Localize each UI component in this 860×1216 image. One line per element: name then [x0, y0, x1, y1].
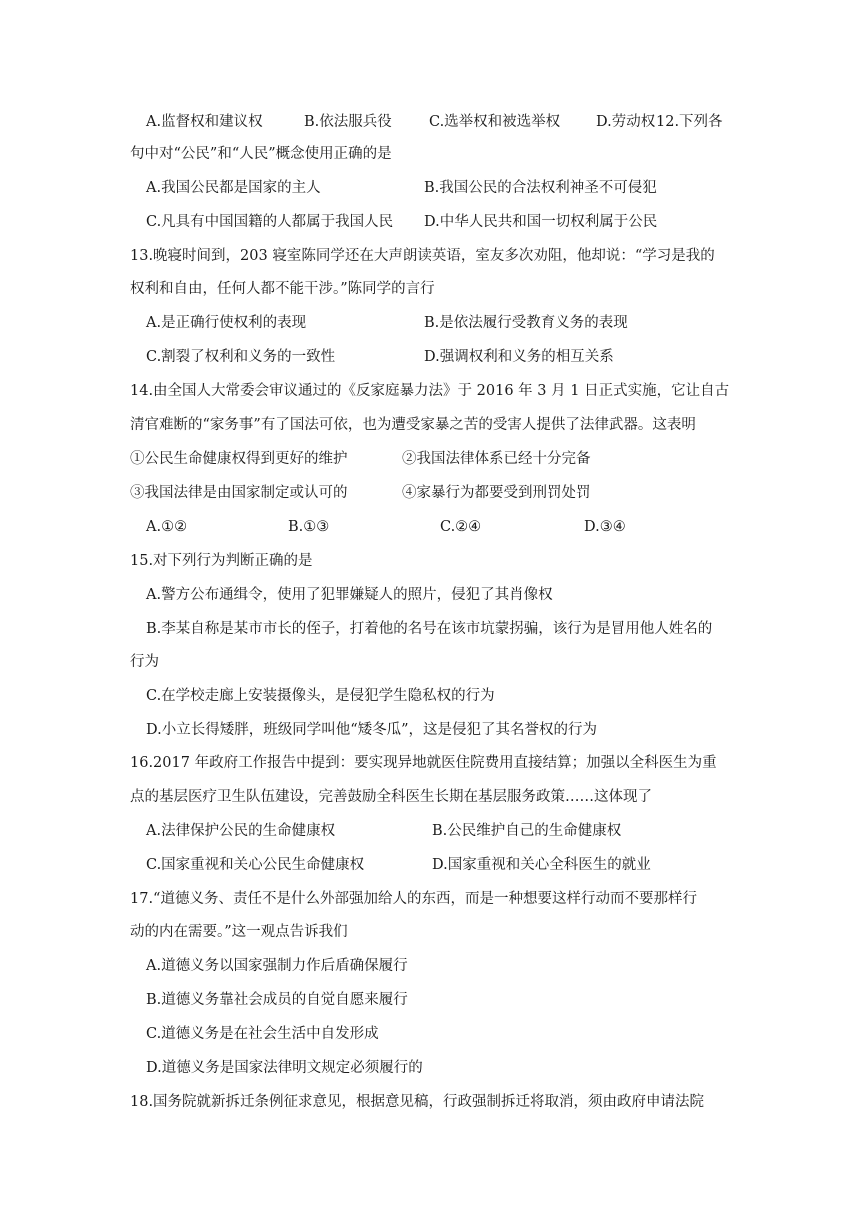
q16-option-d: D.国家重视和关心全科医生的就业	[432, 857, 651, 873]
q13-option-b: B.是依法履行受教育义务的表现	[424, 315, 628, 331]
q16-option-c: C.国家重视和关心公民生命健康权	[146, 857, 365, 873]
q14-statement-4: ④家暴行为都要受到刑罚处罚	[402, 485, 591, 501]
q11-option-b: B.依法服兵役	[304, 114, 392, 130]
q16-option-b: B.公民维护自己的生命健康权	[432, 823, 622, 839]
q15-stem: 15.对下列行为判断正确的是	[130, 553, 313, 569]
q12-option-a: A.我国公民都是国家的主人	[146, 180, 321, 196]
q15-option-b-continued: 行为	[130, 654, 159, 670]
q13-stem-line-2: 权利和自由，任何人都不能干涉。”陈同学的言行	[130, 281, 435, 297]
q16-stem-line-1: 16.2017 年政府工作报告中提到：要实现异地就医住院费用直接结算；加强以全科医生为重	[130, 755, 717, 771]
q11-option-a: A.监督权和建议权	[146, 114, 263, 130]
q17-stem-line-1: 17.“道德义务、责任不是什么外部强加给人的东西，而是一种想要这样行动而不要那样行	[130, 891, 697, 907]
q15-option-a: A.警方公布通缉令，使用了犯罪嫌疑人的照片，侵犯了其肖像权	[146, 587, 553, 603]
q14-option-c: C.②④	[440, 519, 482, 535]
q13-option-c: C.割裂了权利和义务的一致性	[146, 349, 336, 365]
q15-option-b: B.李某自称是某市市长的侄子，打着他的名号在该市坑蒙拐骗，该行为是冒用他人姓名的	[146, 621, 713, 637]
q15-option-d: D.小立长得矮胖，班级同学叫他“矮冬瓜”，这是侵犯了其名誉权的行为	[146, 722, 598, 738]
q13-stem-line-1: 13.晚寝时间到，203 寝室陈同学还在大声朗读英语，室友多次劝阻，他却说：“学习是我的	[130, 248, 715, 264]
q14-statement-2: ②我国法律体系已经十分完备	[402, 451, 591, 467]
q14-statement-3: ③我国法律是由国家制定或认可的	[130, 485, 348, 501]
q12-option-c: C.凡具有中国国籍的人都属于我国人民	[146, 214, 394, 230]
q16-stem-line-2: 点的基层医疗卫生队伍建设，完善鼓励全科医生长期在基层服务政策……这体现了	[130, 789, 652, 805]
q14-option-d: D.③④	[584, 519, 626, 535]
q12-option-b: B.我国公民的合法权利神圣不可侵犯	[424, 180, 657, 196]
q14-option-b: B.①③	[288, 519, 330, 535]
q14-statement-1: ①公民生命健康权得到更好的维护	[130, 451, 348, 467]
q14-stem-line-2: 清官难断的“家务事”有了国法可依，也为遭受家暴之苦的受害人提供了法律武器。这表明	[130, 417, 696, 433]
q12-option-d: D.中华人民共和国一切权利属于公民	[424, 214, 658, 230]
q17-option-a: A.道德义务以国家强制力作后盾确保履行	[146, 958, 408, 974]
q17-stem-line-2: 动的内在需要。”这一观点告诉我们	[130, 924, 348, 940]
q12-stem-start: 12.下列各	[656, 114, 723, 130]
q11-option-d: D.劳动权	[596, 114, 656, 130]
q13-option-d: D.强调权利和义务的相互关系	[424, 349, 614, 365]
q13-option-a: A.是正确行使权利的表现	[146, 315, 307, 331]
q17-option-c: C.道德义务是在社会生活中自发形成	[146, 1026, 379, 1042]
q16-option-a: A.法律保护公民的生命健康权	[146, 823, 336, 839]
q18-stem: 18.国务院就新拆迁条例征求意见，根据意见稿，行政强制拆迁将取消，须由政府申请法院	[130, 1094, 705, 1110]
q14-stem-line-1: 14.由全国人大常委会审议通过的《反家庭暴力法》于 2016 年 3 月 1 日正式实施，它让自古	[130, 383, 730, 399]
q11-option-c: C.选举权和被选举权	[429, 114, 561, 130]
q17-option-d: D.道德义务是国家法律明文规定必须履行的	[146, 1060, 423, 1076]
q12-stem: 句中对“公民”和“人民”概念使用正确的是	[130, 146, 392, 162]
q15-option-c: C.在学校走廊上安装摄像头，是侵犯学生隐私权的行为	[146, 688, 495, 704]
q14-option-a: A.①②	[146, 519, 188, 535]
q17-option-b: B.道德义务靠社会成员的自觉自愿来履行	[146, 992, 408, 1008]
